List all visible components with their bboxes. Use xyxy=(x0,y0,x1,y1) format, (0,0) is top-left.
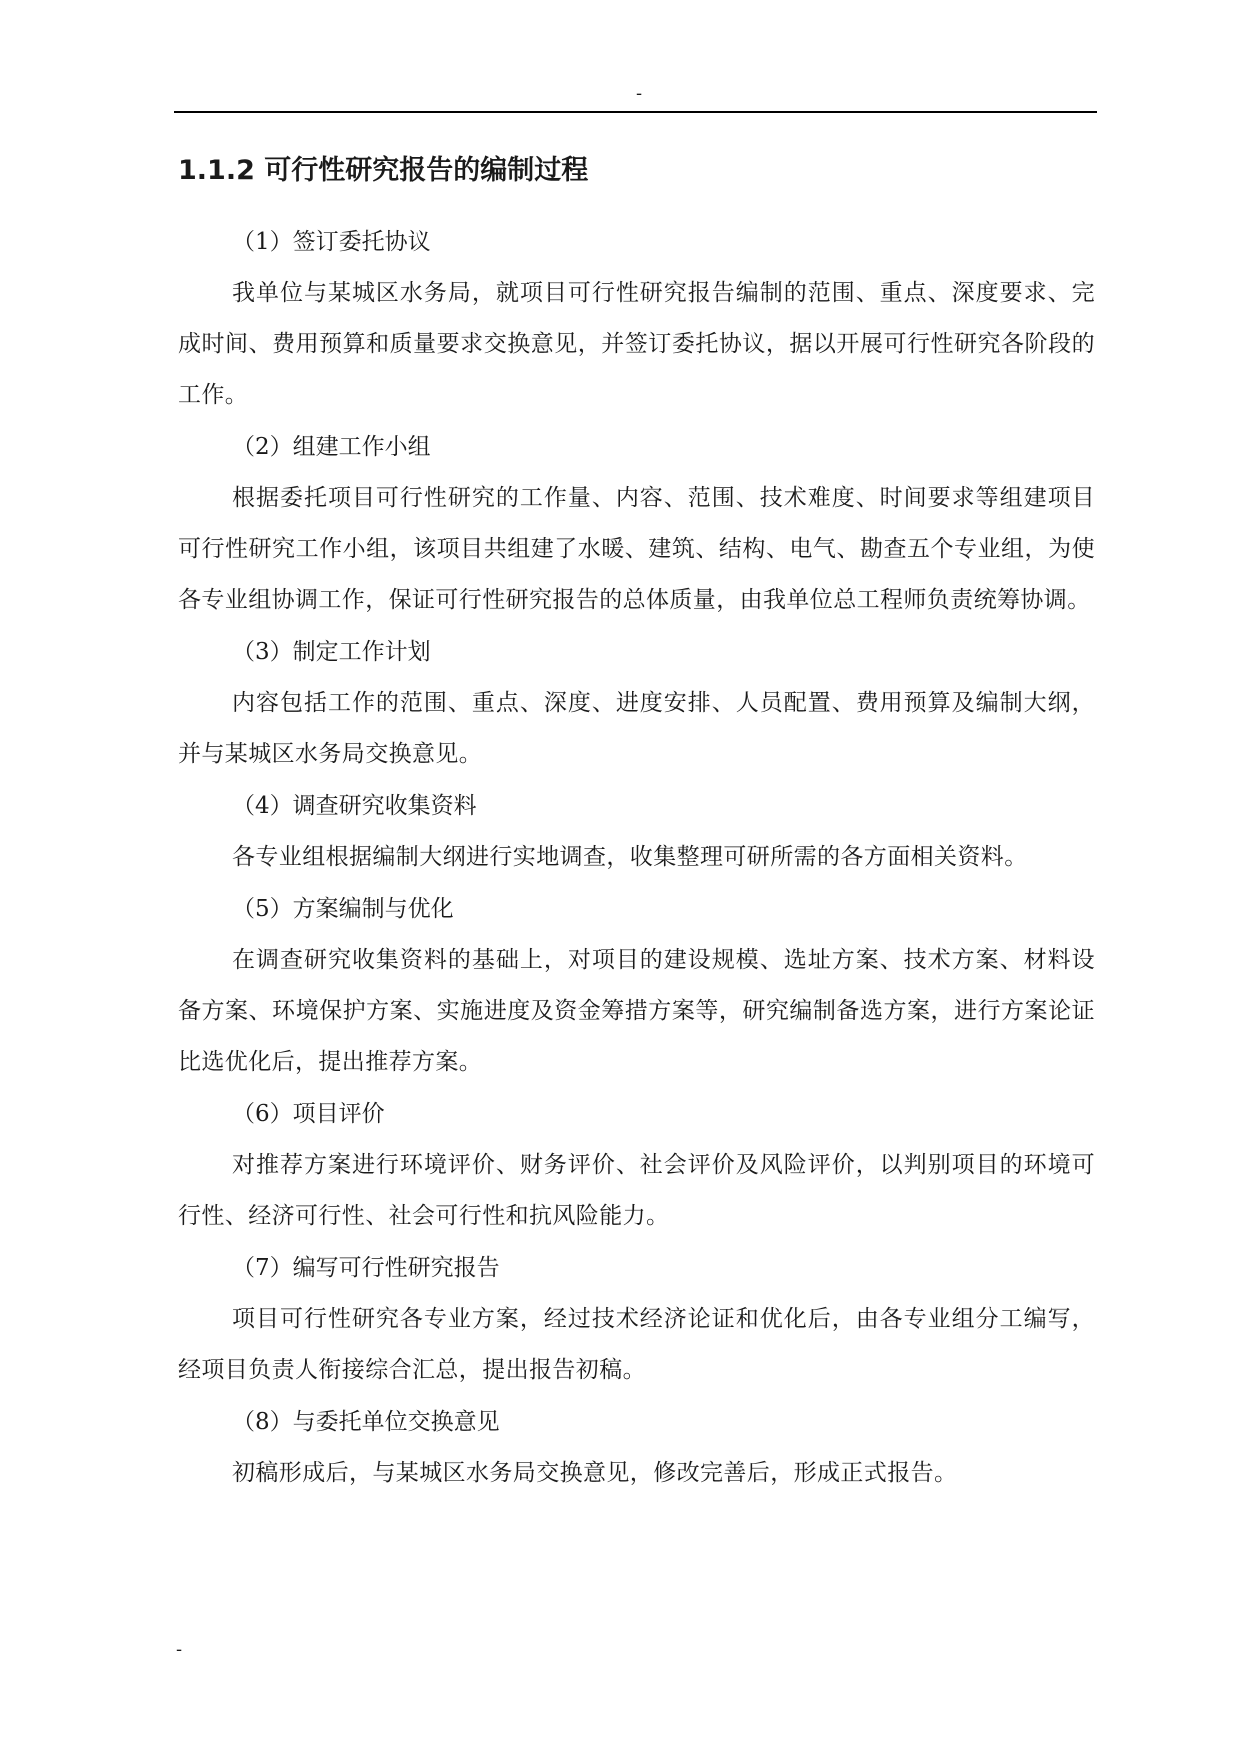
step-heading-1: （1）签订委托协议 xyxy=(232,229,431,255)
page-footer-mark: - xyxy=(176,1639,183,1660)
step-body-7: 项目可行性研究各专业方案，经过技术经济论证和优化后，由各专业组分工编写，经项目负责人衔接综合汇总，提出报告初稿。 xyxy=(178,1306,1095,1383)
section-title: 1.1.2 可行性研究报告的编制过程 xyxy=(178,155,589,186)
step-body-3: 内容包括工作的范围、重点、深度、进度安排、人员配置、费用预算及编制大纲，并与某城区水务局交换意见。 xyxy=(178,690,1095,767)
header-rule xyxy=(174,111,1097,113)
step-heading-3: （3）制定工作计划 xyxy=(232,639,431,665)
document-body xyxy=(178,146,1095,1499)
step-heading-6: （6）项目评价 xyxy=(232,1101,385,1127)
step-heading-2: （2）组建工作小组 xyxy=(232,434,431,460)
step-body-4: 各专业组根据编制大纲进行实地调查，收集整理可研所需的各方面相关资料。 xyxy=(232,844,1028,870)
step-body-2: 根据委托项目可行性研究的工作量、内容、范围、技术难度、时间要求等组建项目可行性研究工作小组，该项目共组建了水暖、建筑、结构、电气、勘查五个专业组，为使各专业组协调工作，保证可行性研究报告的总体质量，由我单位总工程师负责统筹协调。 xyxy=(178,485,1095,613)
step-body-1: 我单位与某城区水务局，就项目可行性研究报告编制的范围、重点、深度要求、完成时间、费用预算和质量要求交换意见，并签订委托协议，据以开展可行性研究各阶段的工作。 xyxy=(178,280,1095,408)
step-heading-4: （4）调查研究收集资料 xyxy=(232,793,477,819)
step-heading-8: （8）与委托单位交换意见 xyxy=(232,1409,500,1435)
step-heading-7: （7）编写可行性研究报告 xyxy=(232,1255,500,1281)
step-heading-5: （5）方案编制与优化 xyxy=(232,896,454,922)
step-body-8: 初稿形成后，与某城区水务局交换意见，修改完善后，形成正式报告。 xyxy=(232,1460,958,1486)
step-body-5: 在调查研究收集资料的基础上，对项目的建设规模、选址方案、技术方案、材料设备方案、环境保护方案、实施进度及资金筹措方案等，研究编制备选方案，进行方案论证比选优化后，提出推荐方案。 xyxy=(178,947,1095,1075)
page-header-mark: - xyxy=(636,83,643,104)
step-body-6: 对推荐方案进行环境评价、财务评价、社会评价及风险评价，以判别项目的环境可行性、经济可行性、社会可行性和抗风险能力。 xyxy=(178,1152,1095,1229)
